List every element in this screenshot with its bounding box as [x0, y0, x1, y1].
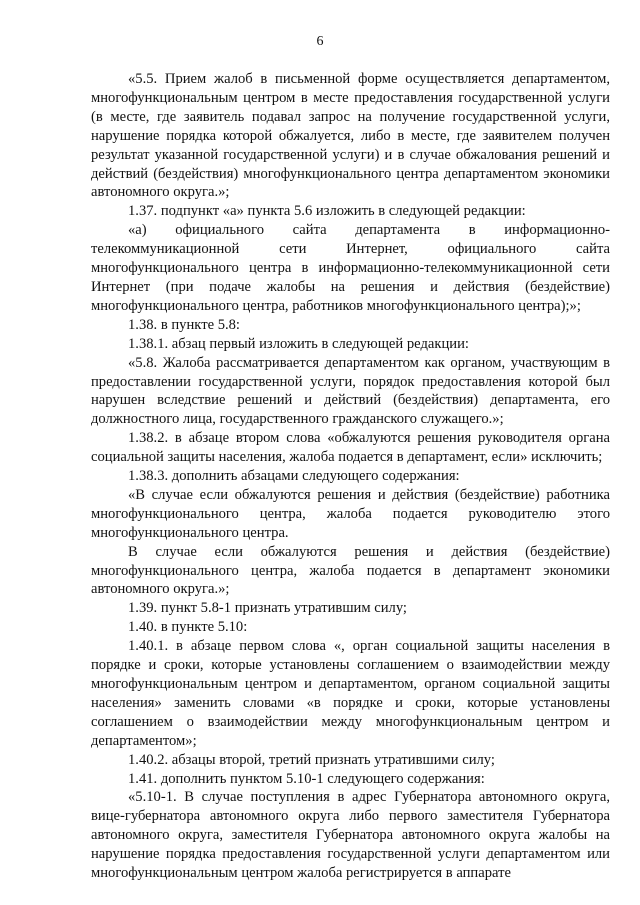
paragraph-1-40-2: 1.40.2. абзацы второй, третий признать утратившими силу; — [128, 751, 495, 768]
paragraph-5-10-1: «5.10-1. В случае поступления в адрес Губернатора автономного округа, вице-губернатора автономного округа либо первого заместителя Губернатора автономного округа, заместителя Губернатора автономного округа жалобы на нарушение порядка предоставления государственной услуги департаментом или многофункциональным центром жалоба регистрируется в аппарате — [91, 789, 610, 882]
page-number: 6 — [316, 34, 324, 49]
paragraph-1-40-1: 1.40.1. в абзаце первом слова «, орган социальной защиты населения в порядке и сроки, которые установлены соглашением о взаимодействии между многофункциональным центром и департаментом, органом социальной защиты населения» заменить словами «в порядке и сроки, которые установлены соглашением о взаимодействии между многофункциональным центром и департаментом»; — [91, 638, 610, 749]
paragraph-5-5: «5.5. Прием жалоб в письменной форме осуществляется департаментом, многофункциональным центром в месте предоставления государственной услуги (в месте, где заявитель подавал запрос на получение государственной услуги, нарушение порядка которой обжалуется, либо в месте, где заявителем получен результат указанной государственной услуги) и в случае обжалования решений и действий (бездействия) многофункционального центра департаментом экономики автономного округа.»; — [91, 71, 610, 201]
paragraph-5-6-a: «а) официального сайта департамента в информационно-телекоммуникационной сети Интернет, официального сайта многофункционального центра в информационно-телекоммуникационной сети Интернет (при подаче жалобы на решения и действия (бездействие) многофункционального центра, работников многофункционального центра);»; — [91, 222, 610, 314]
paragraph-1-38-2: 1.38.2. в абзаце втором слова «обжалуются решения руководителя органа социальной защиты населения, жалоба подается в департамент, если» исключить; — [91, 430, 610, 466]
paragraph-1-37: 1.37. подпункт «а» пункта 5.6 изложить в следующей редакции: — [128, 203, 526, 220]
paragraph-1-40: 1.40. в пункте 5.10: — [128, 619, 248, 636]
paragraph-center-complaint: В случае если обжалуются решения и действия (бездействие) многофункционального центра, жалоба подается в департамент экономики автономного округа.»; — [91, 543, 610, 598]
paragraph-worker-complaint: «В случае если обжалуются решения и действия (бездействие) работника многофункционального центра, жалоба подается руководителю этого многофункционального центра. — [91, 486, 610, 541]
paragraph-1-41: 1.41. дополнить пунктом 5.10-1 следующего содержания: — [128, 770, 485, 787]
paragraph-1-38: 1.38. в пункте 5.8: — [128, 316, 240, 333]
document-body — [91, 70, 610, 883]
paragraph-1-38-3: 1.38.3. дополнить абзацами следующего содержания: — [128, 468, 460, 485]
paragraph-1-39: 1.39. пункт 5.8-1 признать утратившим силу; — [128, 600, 407, 617]
paragraph-5-8: «5.8. Жалоба рассматривается департаментом как органом, участвующим в предоставлении государственной услуги, порядок предоставления которой был нарушен вследствие решений и действий (бездействия) департамента, его должностного лица, государственного гражданского служащего.»; — [91, 354, 610, 428]
paragraph-1-38-1: 1.38.1. абзац первый изложить в следующей редакции: — [128, 335, 469, 352]
